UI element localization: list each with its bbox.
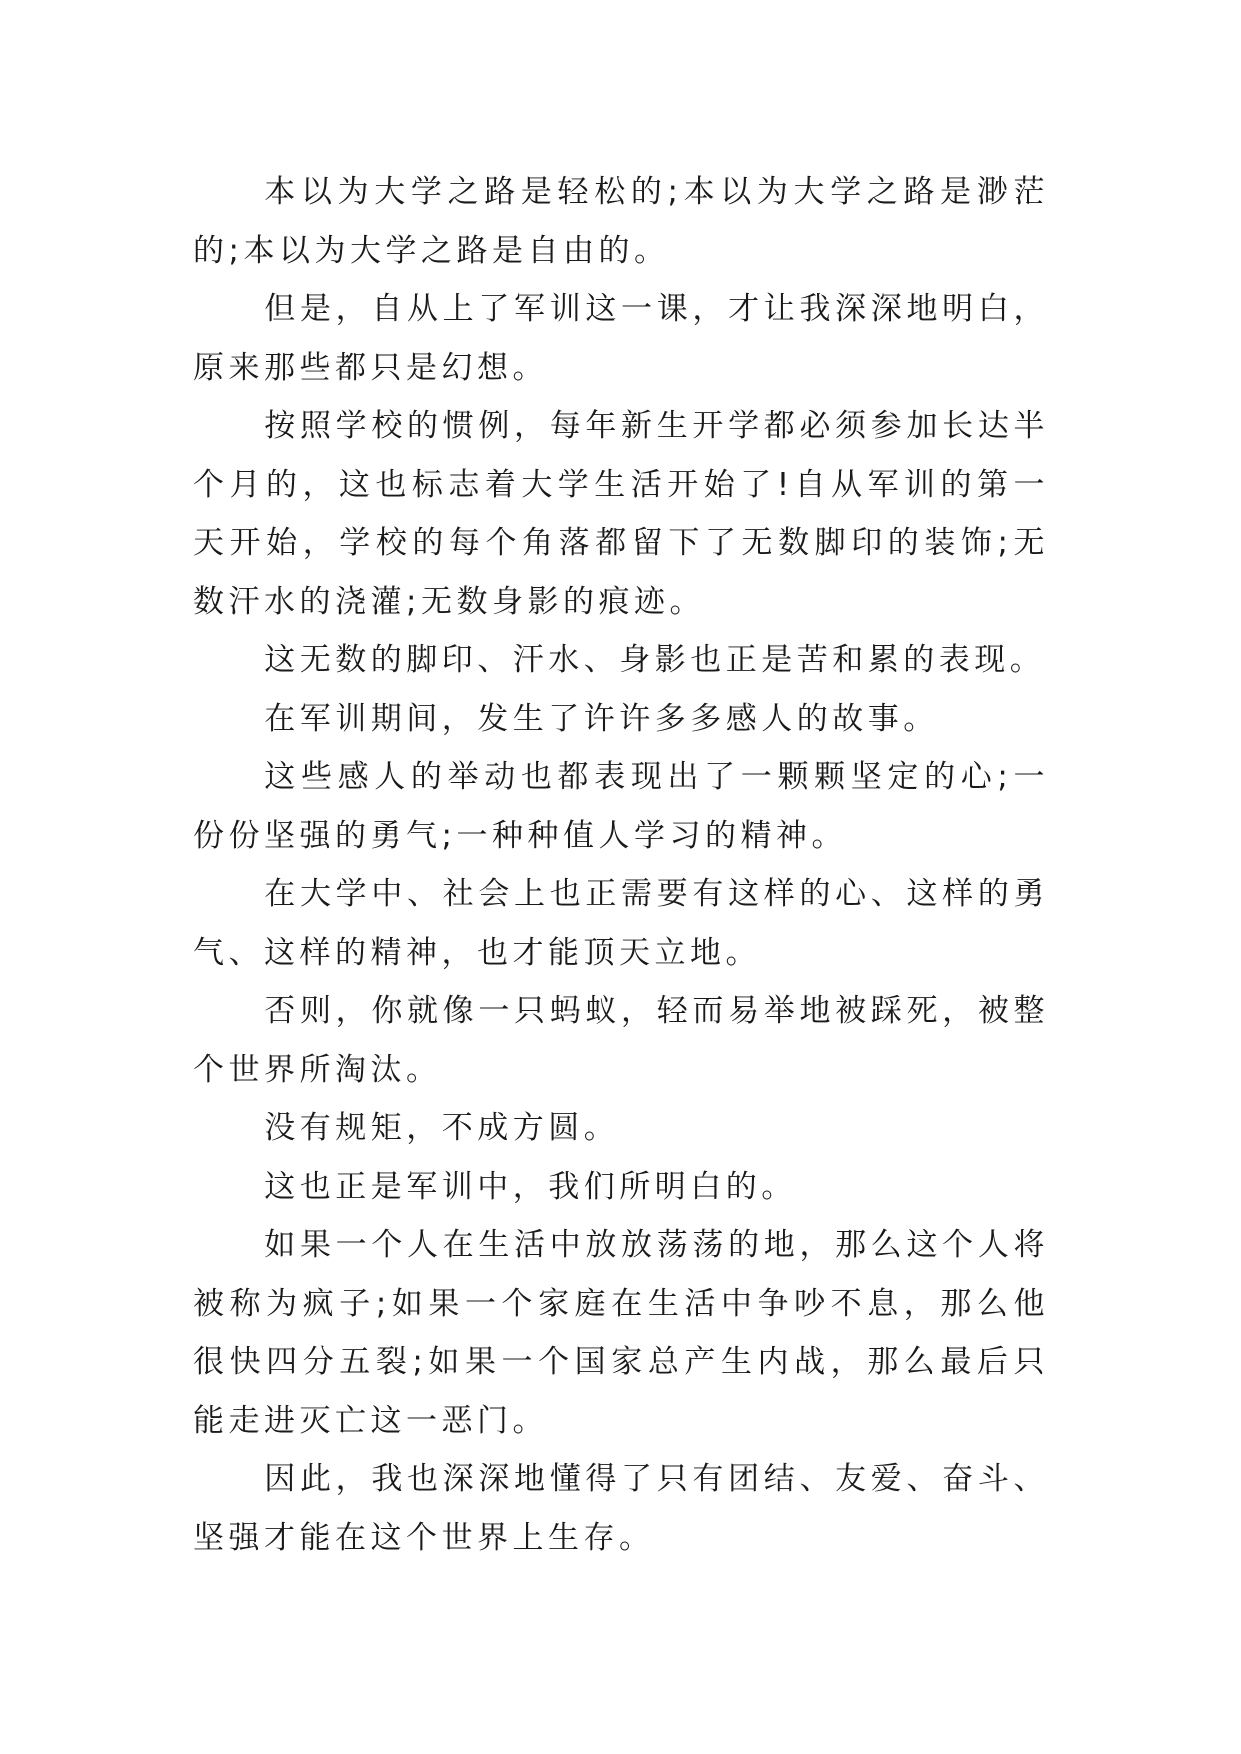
paragraph: 本以为大学之路是轻松的;本以为大学之路是渺茫的;本以为大学之路是自由的。 — [193, 174, 1049, 269]
paragraph: 但是，自从上了军训这一课，才让我深深地明白，原来那些都只是幻想。 — [193, 291, 1049, 386]
paragraph: 没有规矩，不成方圆。 — [264, 1110, 620, 1146]
document-body — [193, 163, 1049, 1567]
paragraph: 因此，我也深深地懂得了只有团结、友爱、奋斗、坚强才能在这个世界上生存。 — [193, 1461, 1049, 1556]
paragraph: 在军训期间，发生了许许多多感人的故事。 — [264, 700, 939, 737]
paragraph: 这也正是军训中，我们所明白的。 — [264, 1168, 797, 1205]
paragraph: 如果一个人在生活中放放荡荡的地，那么这个人将被称为疯子;如果一个家庭在生活中争吵不息，那么他很快四分五裂;如果一个国家总产生内战，那么最后只能走进灭亡这一恶门。 — [193, 1227, 1049, 1439]
paragraph: 这些感人的举动也都表现出了一颗颗坚定的心;一份份坚强的勇气;一种种值人学习的精神。 — [193, 759, 1049, 854]
paragraph: 这无数的脚印、汗水、身影也正是苦和累的表现。 — [264, 642, 1046, 678]
paragraph: 否则，你就像一只蚂蚁，轻而易举地被踩死，被整个世界所淘汰。 — [193, 993, 1049, 1088]
paragraph: 在大学中、社会上也正需要有这样的心、这样的勇气、这样的精神，也才能顶天立地。 — [193, 876, 1049, 971]
paragraph: 按照学校的惯例，每年新生开学都必须参加长达半个月的，这也标志着大学生活开始了!自从军训的第一天开始，学校的每个角落都留下了无数脚印的装饰;无数汗水的浇灌;无数身影的痕迹。 — [193, 408, 1049, 620]
